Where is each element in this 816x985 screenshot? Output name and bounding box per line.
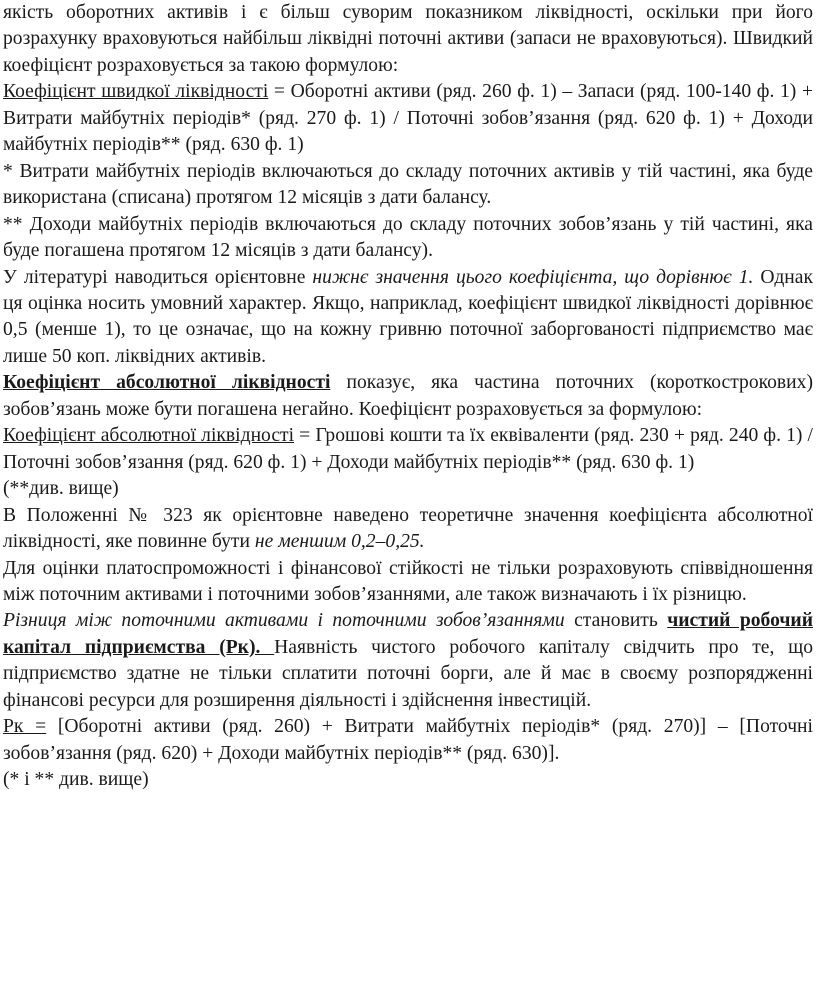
- text: В Положенні № 323 як орієнтовне наведено теоретичне значення коефіцієнта абсолютної ліквідності, яке повинне бути: [3, 504, 813, 553]
- emphasis-difference: Різниця між поточними активами і поточними зобов’язаннями: [3, 610, 565, 632]
- text: показує, яка частина поточних (короткострокових) зобов’язань може бути погашена негайно. Коефіцієнт розраховується за формулою:: [3, 372, 813, 420]
- term-absolute-ratio-formula: Коефіцієнт абсолютної ліквідності: [3, 425, 295, 447]
- text: Наявність чистого робочого капіталу свідчить про те, що підприємство здатне не тільки сплатити поточні борги, але й має в своєму розпорядженні фінансові ресурси для розширення діяльності і здійснення інвестицій.: [3, 636, 813, 711]
- text: якість оборотних активів і є більш суворим показником ліквідності, оскільки при його розрахунку враховуються найбільш ліквідні поточні активи (запаси не враховуються). Швидкий коефіцієнт розраховується за такою формулою:: [3, 2, 813, 76]
- paragraph-quick-ratio-norm: [3, 265, 813, 371]
- text: становить: [564, 610, 668, 632]
- formula-working-capital: [3, 714, 813, 767]
- paragraph-working-capital: [3, 608, 813, 714]
- paragraph-absolute-ratio: [3, 370, 813, 423]
- formula-text: [Оборотні активи (ряд. 260) + Витрати майбутніх періодів* (ряд. 270)] – [Поточні зобов’язання (ряд. 620) + Доходи майбутніх періодів** (ряд. 630)].: [3, 716, 813, 764]
- text: (* і ** див. вище): [3, 769, 149, 791]
- text: ** Доходи майбутніх періодів включаються до складу поточних зобов’язань у тій частині, яка буде погашена протягом 12 місяців з дати балансу).: [3, 213, 813, 262]
- paragraph-regulation-323: [3, 503, 813, 556]
- term-quick-ratio: Коефіцієнт швидкої ліквідності: [3, 81, 269, 103]
- formula-text: = Оборотні активи (ряд. 260 ф. 1) – Запаси (ряд. 100-140 ф. 1) + Витрати майбутніх періодів* (ряд. 270 ф. 1) / Поточні зобов’язання (ряд. 620 ф. 1) + Доходи майбутніх періодів** (ряд. 630 ф. 1): [3, 81, 814, 156]
- term-working-capital: чистий робочий капітал підприємства (Рк).: [3, 610, 813, 658]
- emphasis-lower-value: нижнє значення цього коефіцієнта, що дорівнює 1.: [312, 266, 754, 288]
- footnote-deferred-expenses: [3, 159, 813, 212]
- footnote-deferred-income: [3, 212, 813, 265]
- text: У літературі наводиться орієнтовне: [3, 266, 313, 288]
- note-see-above-2: [3, 767, 813, 793]
- text: * Витрати майбутніх періодів включаються до складу поточних активів у тій частині, яка буде використана (списана) протягом 12 місяців з дати балансу.: [3, 160, 813, 209]
- text: Для оцінки платоспроможності і фінансової стійкості не тільки розраховують співвідношення між поточним активами і поточними зобов’язаннями, але також визначають і їх різницю.: [3, 557, 813, 605]
- formula-text: = Грошові кошти та їх еквіваленти (ряд. 230 + ряд. 240 ф. 1) / Поточні зобов’язання (ряд. 620 ф. 1) + Доходи майбутніх періодів** (ряд. 630 ф. 1): [3, 425, 813, 473]
- text: Однак ця оцінка носить умовний характер. Якщо, наприклад, коефіцієнт швидкої ліквідності дорівнює 0,5 (менше 1), то це означає, що на кожну гривню поточної заборгованості підприємство має лише 50 коп. ліквідних активів.: [3, 266, 813, 367]
- paragraph-quick-ratio-intro: [3, 0, 813, 79]
- formula-quick-ratio: [3, 79, 813, 158]
- paragraph-solvency: [3, 556, 813, 609]
- term-rk: Рк =: [3, 716, 47, 738]
- formula-absolute-ratio: [3, 423, 813, 476]
- note-see-above: [3, 476, 813, 502]
- emphasis-min-value: не меншим 0,2–0,25.: [254, 531, 425, 553]
- text: (**див. вище): [3, 478, 119, 500]
- term-absolute-ratio: Коефіцієнт абсолютної ліквідності: [3, 372, 331, 394]
